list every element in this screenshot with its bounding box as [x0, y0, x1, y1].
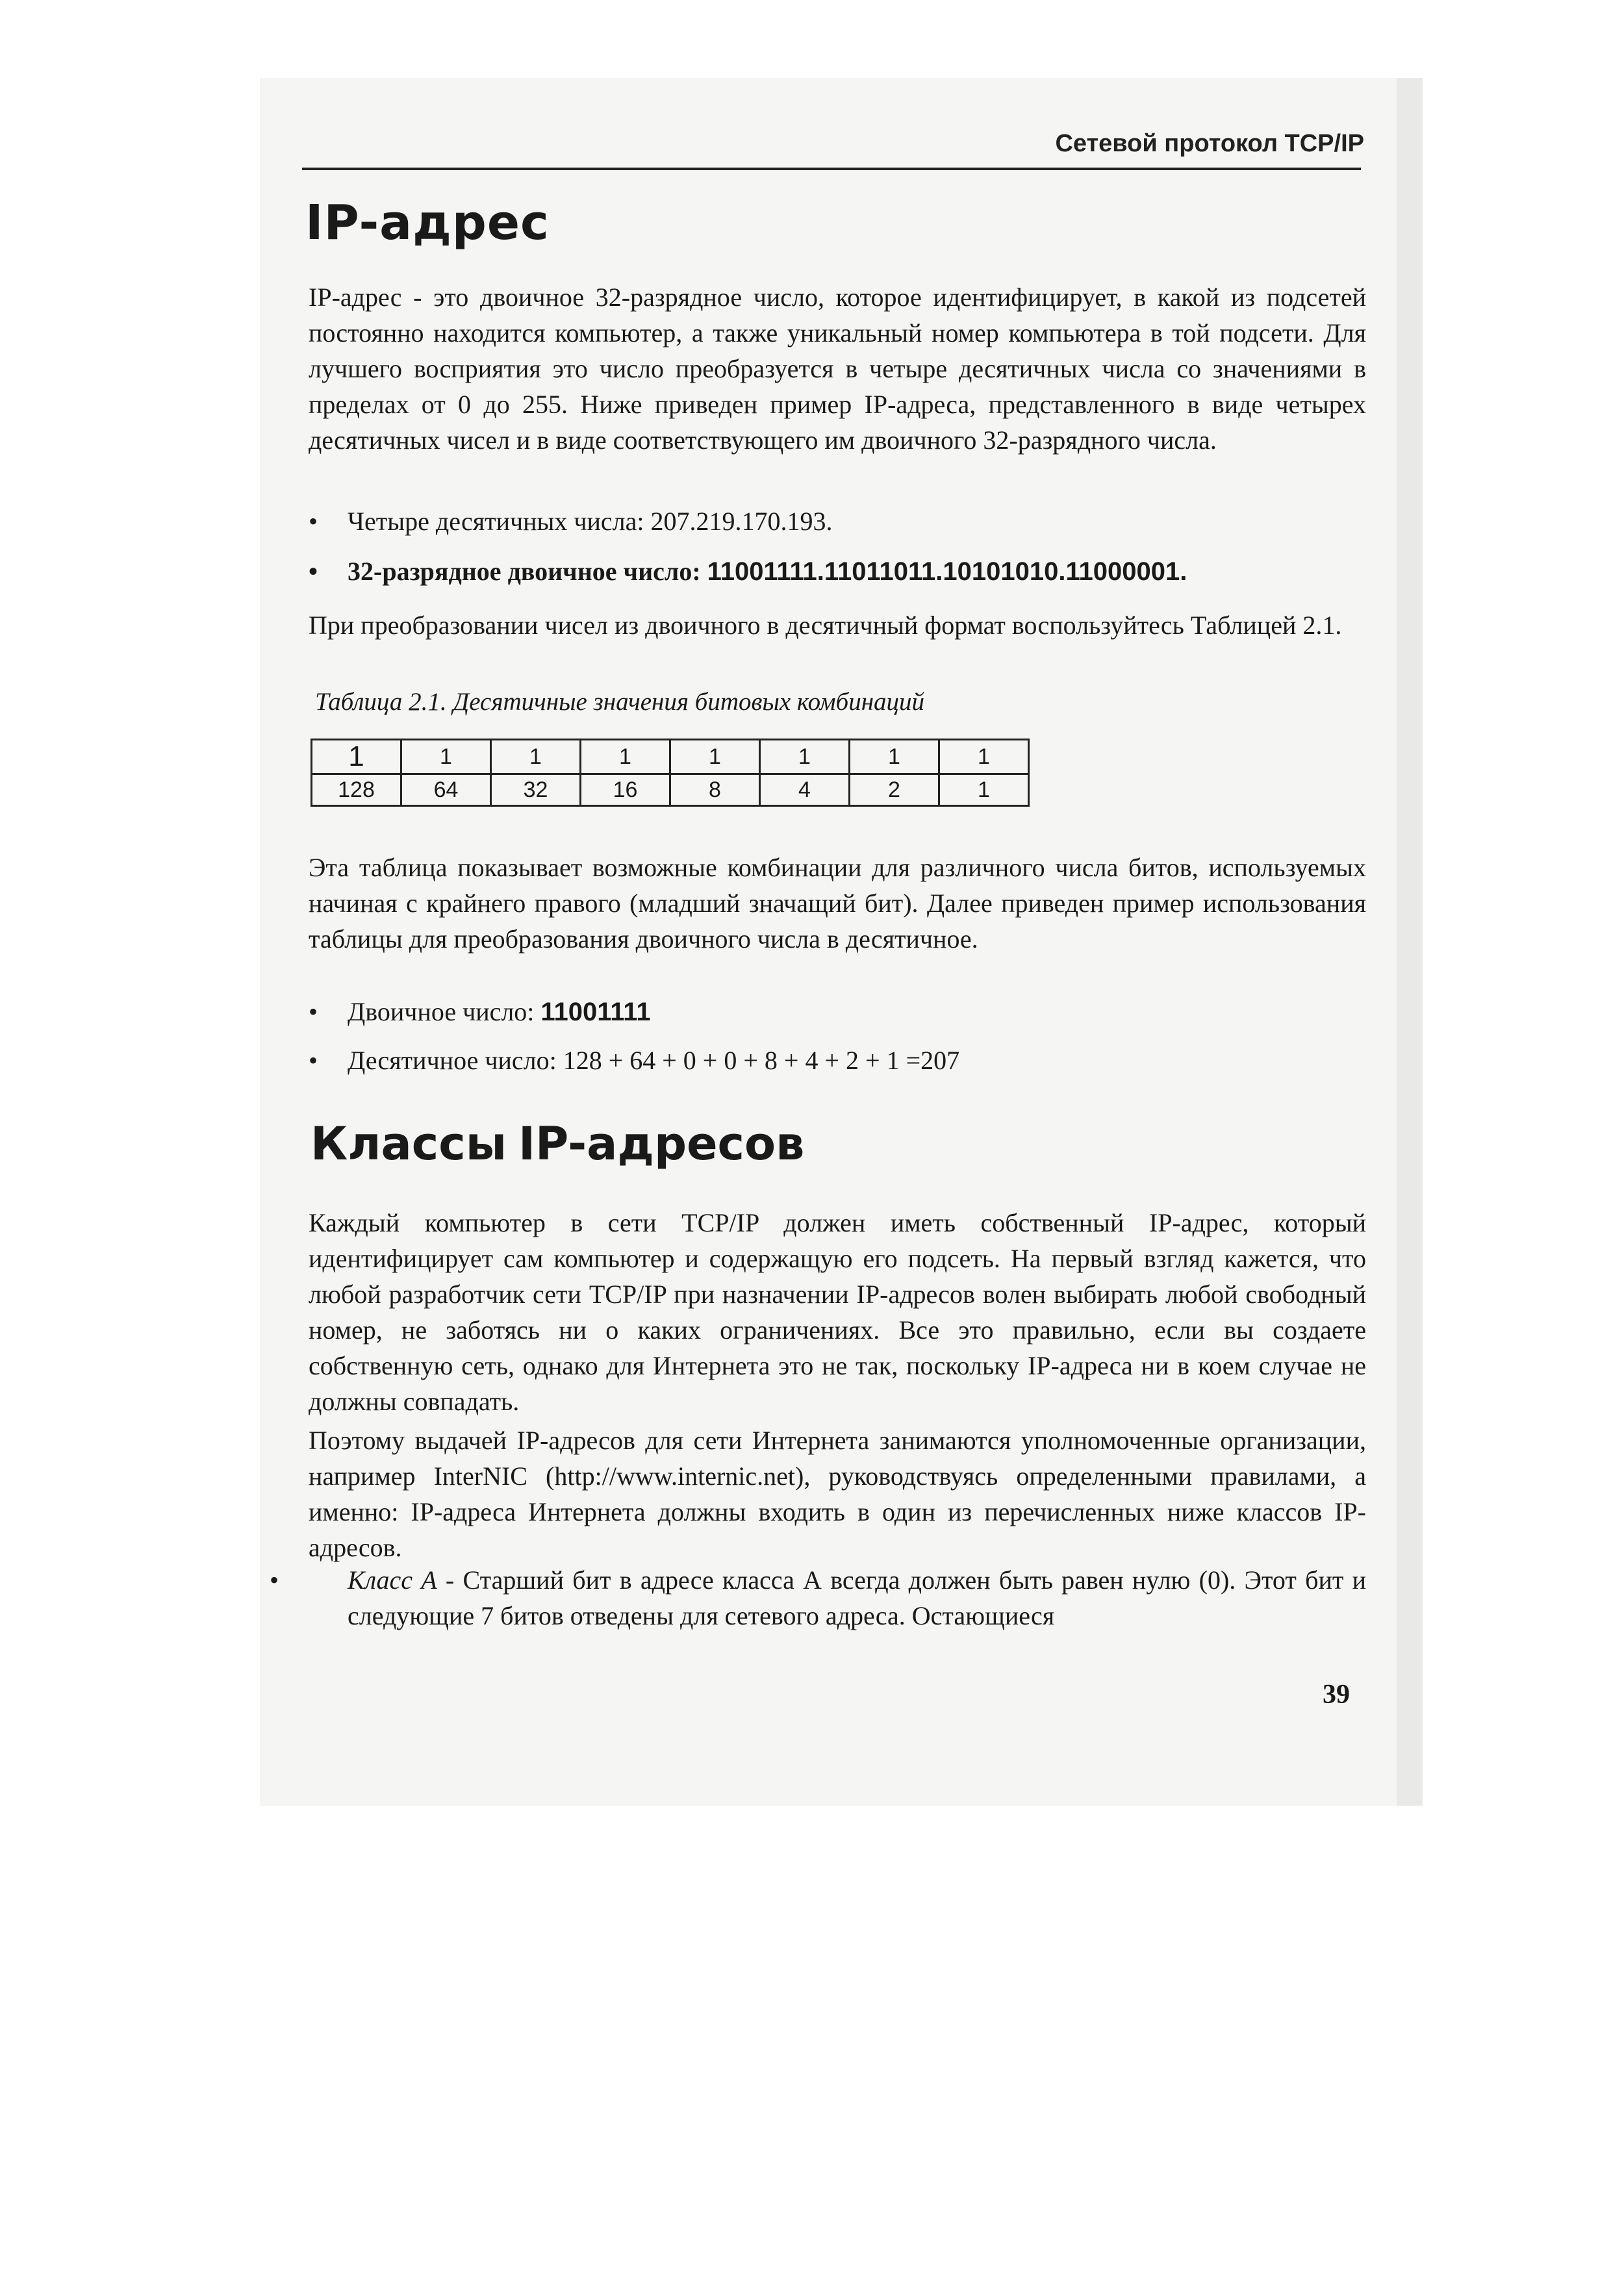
- bullet-value: 207.219.170.193.: [650, 507, 833, 536]
- table-cell: 1: [312, 740, 401, 774]
- table-explanation-paragraph: Эта таблица показывает возможные комбинации для различного числа битов, используемых начиная с крайнего правого (младший значащий бит). Далее приведен пример использования таблицы для преобразования двоичного числа в десятичное.: [309, 853, 1366, 954]
- bullet-label: Десятичное число:: [348, 1046, 557, 1075]
- table-cell: 1: [939, 740, 1029, 774]
- bullet-decimal-numbers: [309, 503, 1366, 539]
- title-script: IP-адресов: [518, 1117, 805, 1170]
- conversion-paragraph: При преобразовании чисел из двоичного в десятичный формат воспользуйтесь Таблицей 2.1.: [309, 611, 1342, 640]
- table-cell: 1: [850, 740, 939, 774]
- table-cell: 64: [401, 774, 491, 806]
- bullet-value: 11001111.11011011.10101010.11000001.: [707, 557, 1187, 586]
- classes-paragraph-2: Поэтому выдачей IP-адресов для сети Интернета занимаются уполномоченные организации, например InterNIC (http://www.internic.net), руководствуясь определенными правилами, а именно: IP-адреса Интернета должны входить в один из перечисленных ниже классов IP-адресов.: [309, 1426, 1366, 1562]
- bullet-mark: •: [309, 507, 318, 536]
- table-cell: 16: [581, 774, 670, 806]
- bullet-decimal-example: [309, 1042, 1366, 1078]
- bullet-mark: •: [309, 557, 318, 586]
- intro-paragraph: IP-адрес - это двоичное 32-разрядное число, которое идентифицирует, в какой из подсетей постоянно находится компьютер, а также уникальный номер компьютера в той подсети. Для лучшего восприятия это число преобразуется в четыре десятичных числа со значениями в пределах от 0 до 255. Ниже приведен пример IP-адреса, представленного в виде четырех десятичных чисел и в виде соответствующего им двоичного 32-разрядного числа.: [309, 283, 1366, 455]
- bullet-value: 128 + 64 + 0 + 0 + 8 + 4 + 2 + 1 =207: [563, 1046, 960, 1075]
- table-row: [312, 774, 1029, 806]
- bullet-text: - Старший бит в адресе класса А всегда должен быть равен нулю (0). Этот бит и следующие 7 битов отведены для сетевого адреса. Остающиеся: [348, 1565, 1366, 1630]
- bullet-binary-number: [309, 553, 1366, 590]
- section-title-ip-address: IP-адрес: [305, 195, 550, 251]
- table-cell: 1: [670, 740, 760, 774]
- bullet-class-a: [270, 1562, 1366, 1634]
- bullet-binary-example: [309, 994, 1366, 1030]
- page-number: 39: [1323, 1680, 1350, 1710]
- table-cell: 1: [939, 774, 1029, 806]
- table-cell: 128: [312, 774, 401, 806]
- section-title-ip-classes: [311, 1117, 804, 1170]
- bullet-label: Двоичное число:: [348, 997, 535, 1026]
- table-cell: 1: [581, 740, 670, 774]
- table-cell: 1: [401, 740, 491, 774]
- table-cell: 8: [670, 774, 760, 806]
- table-cell: 4: [760, 774, 850, 806]
- classes-paragraph-1: Каждый компьютер в сети TCP/IP должен иметь собственный IP-адрес, который идентифицирует сам компьютер и содержащую его подсеть. На первый взгляд кажется, что любой разработчик сети TCP/IP при назначении IP-адресов волен выбирать любой свободный номер, не заботясь ни о каких ограничениях. Все это правильно, если вы создаете собственную сеть, однако для Интернета это не так, поскольку IP-адреса ни в коем случае не должны совпадать.: [309, 1208, 1366, 1416]
- bullet-mark: •: [270, 1565, 279, 1595]
- table-caption: Таблица 2.1. Десятичные значения битовых комбинаций: [315, 688, 925, 716]
- bullet-label: Четыре десятичных числа:: [348, 507, 644, 536]
- bullet-label: Класс А: [348, 1565, 437, 1595]
- bullet-label: 32-разрядное двоичное число:: [348, 557, 701, 586]
- header-rule: [302, 168, 1361, 170]
- table-cell: 32: [491, 774, 581, 806]
- table-row: [312, 740, 1029, 774]
- table-cell: 1: [491, 740, 581, 774]
- table-cell: 2: [850, 774, 939, 806]
- bit-values-table: [311, 739, 1030, 807]
- running-head: Сетевой протокол TCP/IP: [1055, 130, 1364, 157]
- title-plain: Классы: [311, 1117, 507, 1170]
- table-cell: 1: [760, 740, 850, 774]
- bullet-mark: •: [309, 1046, 318, 1075]
- bullet-value: 11001111: [540, 998, 651, 1026]
- bullet-mark: •: [309, 997, 318, 1026]
